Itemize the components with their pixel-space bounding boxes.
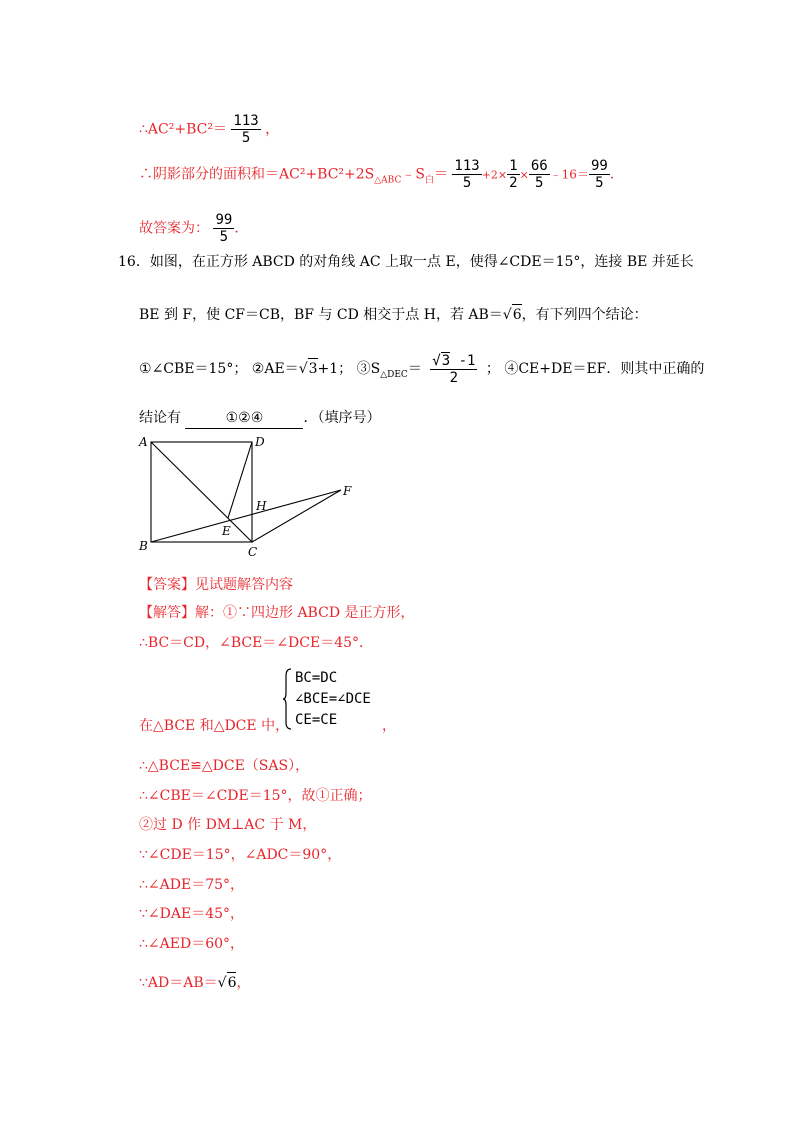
label-d: D — [255, 435, 265, 449]
prev-solution-line-2 — [139, 158, 624, 191]
label-h: H — [256, 499, 267, 513]
solution-line-11 — [139, 972, 250, 993]
fraction-66-5 — [529, 158, 550, 191]
label-b: B — [139, 539, 148, 553]
circled-one: ① — [223, 605, 237, 621]
segment-cf — [252, 490, 341, 542]
circled-three: ③ — [356, 361, 371, 377]
solution-label: 【解答】解： — [139, 605, 223, 621]
solution-text: ∴∠ADE＝75°， — [139, 877, 245, 893]
comma: ， — [382, 718, 396, 734]
fraction-numerator — [430, 352, 477, 370]
geometry-figure — [135, 432, 365, 562]
circled-one: ① — [139, 361, 152, 377]
circled-four: ④ — [504, 361, 519, 377]
question-16-conclusions — [139, 352, 704, 386]
semicolon: ； — [485, 361, 500, 377]
brace-line-1: BC=DC — [295, 670, 338, 686]
solution-line-3 — [139, 716, 289, 736]
prev-line1-prefix: ∴AC²+BC²＝ — [139, 121, 227, 138]
conclusion-3-text: S — [370, 361, 381, 377]
answer-label — [139, 575, 293, 595]
solution-text: ∴△BCE≌△DCE（SAS）， — [139, 758, 310, 774]
solution-text: ∵∠DAE＝45°， — [139, 906, 245, 922]
fraction-denominator: 2 — [509, 175, 518, 191]
solution-line-10 — [139, 934, 244, 954]
circled-two: ② — [139, 817, 153, 833]
prev-solution-line-3 — [139, 212, 248, 245]
solution-line-7 — [139, 845, 341, 865]
fraction-113-5 — [452, 158, 481, 191]
conclusion-1-text: ∠CBE＝15°； — [151, 361, 248, 377]
brace-trailing-comma — [382, 716, 396, 736]
answer-is-prefix: 故答案为： — [139, 220, 209, 237]
equals-sign: ＝ — [433, 166, 448, 183]
solution-text: ∵四边形 ABCD 是正方形， — [237, 605, 415, 621]
brace-line-2: ∠BCE=∠DCE — [295, 691, 371, 707]
solution-text: 在△BCE 和△DCE 中， — [139, 718, 290, 734]
question-16-line-1 — [118, 252, 694, 272]
numerator-tail: -1 — [450, 353, 476, 369]
radicand: 6 — [227, 972, 237, 993]
question-16-text: 16．如图，在正方形 ABCD 的对角线 AC 上取一点 E，使得∠CDE＝15°，连接 BE 并延长 — [118, 254, 694, 270]
radicand: 3 — [308, 358, 318, 379]
line-bf — [151, 490, 341, 542]
shaded-area-prefix: ∴阴影部分的面积和＝AC²+BC²+2S — [139, 166, 375, 183]
diagonal-ac — [151, 442, 252, 542]
fill-instruction: ．（填序号） — [303, 410, 381, 426]
answer-label-text: 【答案】见试题解答内容 — [139, 577, 293, 593]
solution-text: ∴∠AED＝60°， — [139, 936, 245, 952]
minus-sixteen: ﹣16＝ — [549, 167, 589, 182]
fraction-denominator: 5 — [535, 175, 544, 191]
fraction-denominator: 5 — [219, 229, 229, 245]
question-16-answer-line — [139, 408, 380, 429]
label-f: F — [343, 484, 352, 498]
plus-two-times: +2× — [481, 168, 508, 182]
brace-line-3: CE=CE — [295, 712, 338, 728]
fraction-99-5 — [589, 158, 610, 191]
solution-text: ∵AD＝AB＝ — [139, 975, 218, 991]
label-e: E — [222, 524, 231, 538]
question-16-line-2 — [139, 304, 648, 325]
solution-text: ∵∠CDE＝15°，∠ADC＝90°， — [139, 847, 342, 863]
fraction-denominator: 5 — [241, 130, 251, 146]
conclusion-2-text: AE＝ — [264, 361, 299, 377]
radicand: 6 — [512, 304, 522, 325]
solution-text: 过 D 作 DM⊥AC 于 M， — [153, 817, 317, 833]
solution-line-1 — [139, 603, 415, 623]
solution-line-9 — [139, 904, 244, 924]
solution-line-6 — [139, 815, 316, 835]
fraction-numerator: 99 — [590, 158, 608, 174]
fraction-denominator: 2 — [449, 370, 459, 386]
sqrt-sign-icon: √ — [217, 975, 227, 991]
sqrt-sign-icon: √ — [432, 353, 441, 369]
period: ． — [234, 220, 249, 237]
fraction-numerator: 1 — [509, 158, 518, 174]
solution-line-2 — [139, 633, 373, 653]
conclusion-4-text: CE+DE＝EF．则其中正确的 — [518, 361, 705, 377]
conclusion-2-tail: +1； — [317, 361, 353, 377]
circled-two: ② — [251, 361, 265, 377]
subscript-abc: △ABC — [374, 175, 402, 186]
fraction-numerator: 113 — [454, 158, 480, 174]
fraction-sqrt3-minus-1-over-2 — [430, 352, 477, 386]
question-text: BE 到 F，使 CF＝CB，BF 与 CD 相交于点 H，若 AB＝ — [139, 307, 503, 323]
segment-de — [228, 442, 252, 518]
radicand: 3 — [441, 353, 451, 369]
times-sign: × — [519, 168, 529, 182]
fraction-denominator: 5 — [462, 175, 472, 191]
fraction-numerator: 113 — [233, 113, 259, 129]
equals-sign: ＝ — [407, 361, 422, 377]
fraction-113-5 — [231, 113, 260, 146]
prev-line1-suffix: ， — [265, 121, 280, 138]
fraction-numerator: 66 — [530, 158, 548, 174]
fraction-denominator: 5 — [595, 175, 604, 191]
minus-s: ﹣S — [401, 166, 425, 183]
label-c: C — [248, 545, 258, 559]
solution-text: 正确； — [329, 788, 372, 804]
solution-line-4 — [139, 756, 309, 776]
fraction-1-2 — [507, 158, 519, 191]
solution-text: ∴BC＝CD，∠BCE＝∠DCE＝45°． — [139, 635, 374, 651]
question-text: ，有下列四个结论： — [521, 307, 648, 323]
period: ． — [609, 166, 624, 183]
sqrt-sign-icon: √ — [502, 307, 512, 323]
comma: ， — [236, 975, 251, 991]
answer-blank: ①②④ — [185, 408, 303, 429]
fraction-99-5 — [213, 212, 234, 245]
solution-line-8 — [139, 875, 244, 895]
solution-line-5 — [139, 786, 372, 806]
sqrt-sign-icon: √ — [298, 361, 308, 377]
conclusion-prefix: 结论有 — [139, 410, 181, 426]
label-a: A — [139, 435, 148, 449]
prev-solution-line-1 — [139, 113, 279, 146]
circled-one: ① — [315, 788, 330, 804]
solution-text: ∴∠CBE＝∠CDE＝15°，故 — [139, 788, 316, 804]
fraction-numerator: 99 — [215, 212, 233, 228]
subscript-white: 白 — [424, 175, 434, 186]
subscript-dec: △DEC — [380, 369, 408, 380]
left-brace-icon — [283, 668, 293, 730]
